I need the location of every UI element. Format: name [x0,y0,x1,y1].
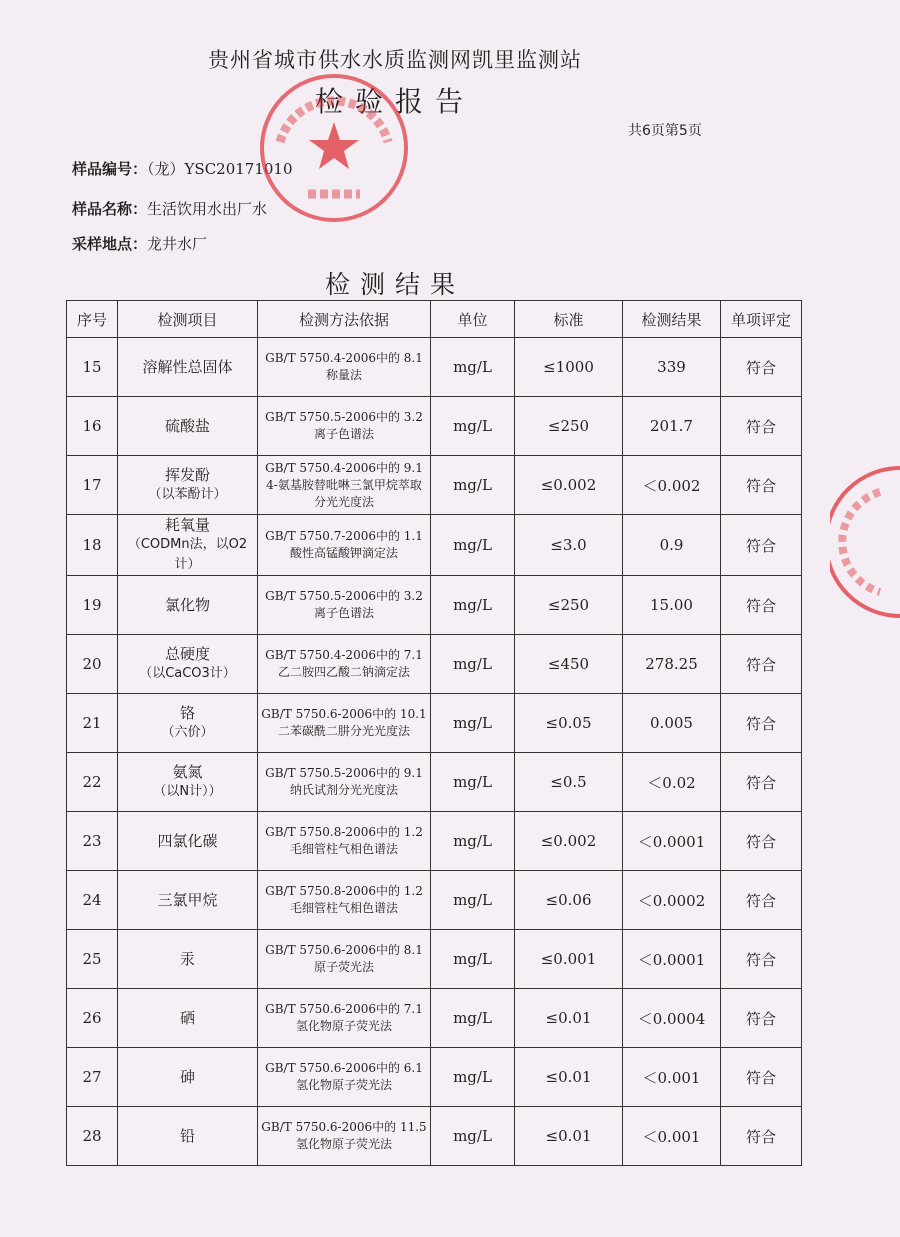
row-standard: ≤0.05 [515,694,623,753]
row-standard: ≤1000 [515,338,623,397]
table-row [67,930,802,989]
row-standard: ≤0.5 [515,753,623,812]
row-item-name: 三氯甲烷 [157,891,218,909]
col-header-item: 检测项目 [118,301,258,338]
row-method: GB/T 5750.5-2006中的 3.2离子色谱法 [258,576,431,635]
row-unit: mg/L [431,456,515,515]
row-item [118,1107,258,1166]
row-item [118,812,258,871]
row-item [118,753,258,812]
row-item [118,1048,258,1107]
row-result: ＜0.02 [623,753,721,812]
table-row [67,456,802,515]
row-evaluation: 符合 [721,456,802,515]
row-unit: mg/L [431,515,515,576]
row-standard: ≤3.0 [515,515,623,576]
row-number: 16 [67,397,118,456]
col-header-evaluation: 单项评定 [721,301,802,338]
row-method: GB/T 5750.8-2006中的 1.2 毛细管柱气相色谱法 [258,812,431,871]
row-number: 28 [67,1107,118,1166]
row-standard: ≤0.01 [515,989,623,1048]
sample-id-line [72,158,293,179]
row-evaluation: 符合 [721,989,802,1048]
table-row [67,753,802,812]
row-item-name: 耗氧量 [164,516,210,534]
row-item [118,397,258,456]
row-unit: mg/L [431,812,515,871]
row-item-name: 四氯化碳 [157,832,218,850]
table-row [67,989,802,1048]
row-item-qualifier: （以N计）） [153,784,222,799]
row-item-name: 铬 [179,704,195,722]
row-result: ＜0.001 [623,1107,721,1166]
row-item-name: 汞 [179,950,195,968]
row-item [118,871,258,930]
row-unit: mg/L [431,1107,515,1166]
row-method: GB/T 5750.4-2006中的 9.1 4-氨基胺替吡啉三氯甲烷萃取分光光度法 [258,456,431,515]
page-count: 共6页第5页 [628,123,702,139]
row-number: 26 [67,989,118,1048]
sample-name-value: 生活饮用水出厂水 [147,200,268,218]
row-method: GB/T 5750.6-2006中的 10.1 二苯碳酰二肼分光光度法 [258,694,431,753]
row-item-name: 铅 [179,1127,195,1145]
row-standard: ≤450 [515,635,623,694]
row-evaluation: 符合 [721,1048,802,1107]
row-result: ＜0.0001 [623,930,721,989]
row-evaluation: 符合 [721,635,802,694]
row-result: 15.00 [623,576,721,635]
row-method: GB/T 5750.7-2006中的 1.1 酸性高锰酸钾滴定法 [258,515,431,576]
row-standard: ≤0.01 [515,1048,623,1107]
table-row [67,812,802,871]
row-unit: mg/L [431,338,515,397]
col-header-result: 检测结果 [623,301,721,338]
table-row [67,694,802,753]
row-unit: mg/L [431,989,515,1048]
row-evaluation: 符合 [721,871,802,930]
row-item-qualifier: （以苯酚计） [148,487,227,502]
report-title: 检验报告 [314,85,475,118]
row-number: 22 [67,753,118,812]
row-result: 339 [623,338,721,397]
row-number: 19 [67,576,118,635]
row-item [118,694,258,753]
row-item-qualifier: （CODMn法，以O2计） [127,537,248,572]
row-number: 24 [67,871,118,930]
row-result: 0.9 [623,515,721,576]
row-evaluation: 符合 [721,753,802,812]
row-evaluation: 符合 [721,576,802,635]
row-evaluation: 符合 [721,338,802,397]
row-item-name: 硫酸盐 [164,417,210,435]
sample-name-label: 样品名称： [72,200,148,218]
row-unit: mg/L [431,576,515,635]
row-item [118,576,258,635]
row-evaluation: 符合 [721,515,802,576]
row-result: ＜0.001 [623,1048,721,1107]
table-row [67,338,802,397]
row-item [118,989,258,1048]
row-item-name: 硒 [179,1009,195,1027]
row-standard: ≤250 [515,397,623,456]
organization-title: 贵州省城市供水水质监测网凯里监测站 [208,48,582,72]
sample-location-value: 龙井水厂 [147,235,208,253]
row-evaluation: 符合 [721,397,802,456]
row-item-name: 总硬度 [164,645,210,663]
table-row [67,871,802,930]
row-number: 27 [67,1048,118,1107]
edge-seal-stamp [830,462,900,622]
sample-location-line [72,233,207,254]
row-number: 18 [67,515,118,576]
row-item-name: 砷 [179,1068,195,1086]
row-result: 278.25 [623,635,721,694]
row-item-name: 挥发酚 [164,466,210,484]
row-item-name: 氯化物 [164,596,210,614]
row-standard: ≤0.001 [515,930,623,989]
row-result: 0.005 [623,694,721,753]
row-number: 23 [67,812,118,871]
row-method: GB/T 5750.4-2006中的 8.1 称量法 [258,338,431,397]
row-method: GB/T 5750.6-2006中的 7.1 氢化物原子荧光法 [258,989,431,1048]
results-title: 检测结果 [324,270,465,299]
row-result: 201.7 [623,397,721,456]
row-unit: mg/L [431,635,515,694]
row-evaluation: 符合 [721,812,802,871]
row-standard: ≤0.01 [515,1107,623,1166]
row-evaluation: 符合 [721,1107,802,1166]
row-result: ＜0.0001 [623,812,721,871]
table-row [67,635,802,694]
row-item [118,930,258,989]
row-unit: mg/L [431,753,515,812]
row-unit: mg/L [431,871,515,930]
row-item-qualifier: （六价） [161,725,214,740]
row-result: ＜0.0002 [623,871,721,930]
sample-name-line [72,198,267,219]
row-standard: ≤250 [515,576,623,635]
row-number: 15 [67,338,118,397]
col-header-standard: 标准 [515,301,623,338]
sample-location-label: 采样地点： [72,235,148,253]
row-method: GB/T 5750.6-2006中的 8.1 原子荧光法 [258,930,431,989]
row-method: GB/T 5750.8-2006中的 1.2 毛细管柱气相色谱法 [258,871,431,930]
row-method: GB/T 5750.5-2006中的 3.2离子色谱法 [258,397,431,456]
row-item [118,338,258,397]
row-standard: ≤0.002 [515,812,623,871]
row-unit: mg/L [431,397,515,456]
row-method: GB/T 5750.6-2006中的 6.1 氢化物原子荧光法 [258,1048,431,1107]
row-item [118,635,258,694]
table-row [67,1048,802,1107]
row-unit: mg/L [431,1048,515,1107]
row-standard: ≤0.002 [515,456,623,515]
table-row [67,1107,802,1166]
row-number: 20 [67,635,118,694]
row-result: ＜0.0004 [623,989,721,1048]
row-item-qualifier: （以CaCO3计） [139,666,236,681]
row-item-name: 溶解性总固体 [142,358,233,376]
row-number: 21 [67,694,118,753]
row-unit: mg/L [431,930,515,989]
row-evaluation: 符合 [721,930,802,989]
row-standard: ≤0.06 [515,871,623,930]
results-table [66,300,802,1166]
table-row [67,397,802,456]
row-evaluation: 符合 [721,694,802,753]
row-result: ＜0.002 [623,456,721,515]
sample-id-label: 样品编号： [72,160,148,178]
row-method: GB/T 5750.5-2006中的 9.1 纳氏试剂分光光度法 [258,753,431,812]
row-item [118,456,258,515]
row-number: 17 [67,456,118,515]
table-header-row [67,301,802,338]
row-item [118,515,258,576]
col-header-method: 检测方法依据 [258,301,431,338]
col-header-no: 序号 [67,301,118,338]
row-item-name: 氨氮 [172,763,203,781]
table-row [67,576,802,635]
row-method: GB/T 5750.4-2006中的 7.1 乙二胺四乙酸二钠滴定法 [258,635,431,694]
col-header-unit: 单位 [431,301,515,338]
row-unit: mg/L [431,694,515,753]
table-row [67,515,802,576]
sample-id-value: （龙）YSC20171010 [147,160,293,178]
row-method: GB/T 5750.6-2006中的 11.5 氢化物原子荧光法 [258,1107,431,1166]
row-number: 25 [67,930,118,989]
